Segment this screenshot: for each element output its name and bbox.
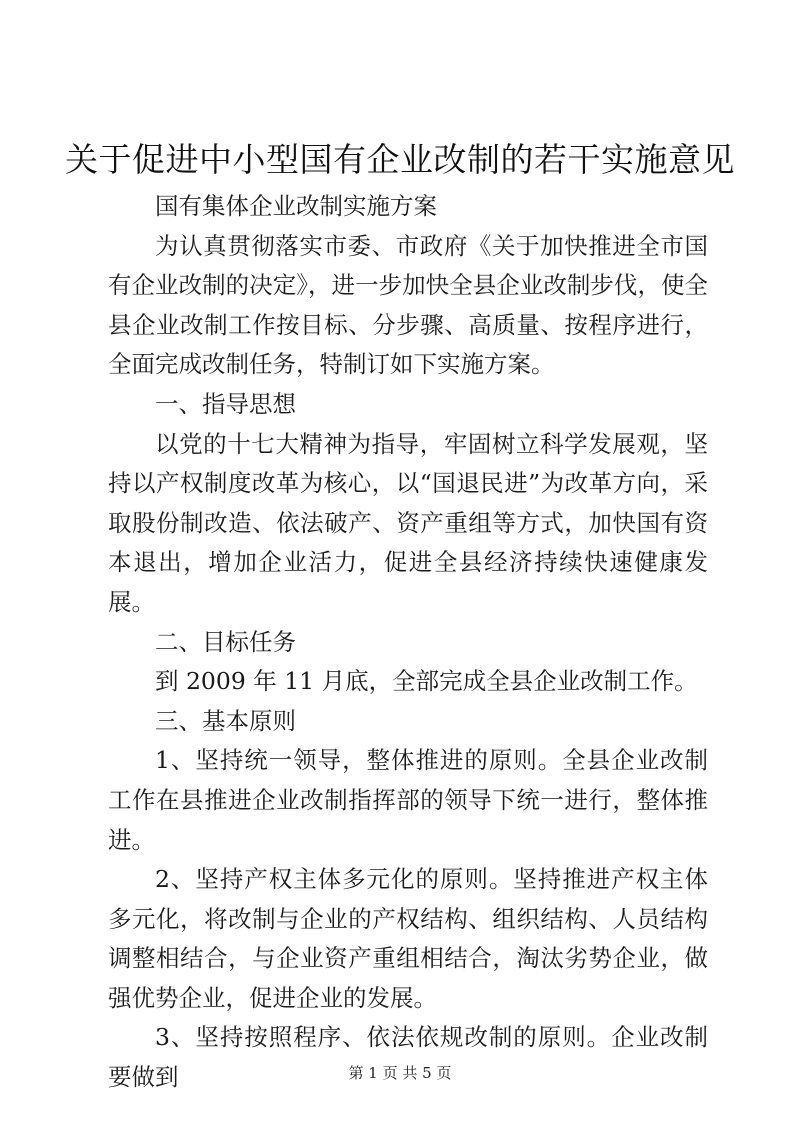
paragraph-principle-1: 1、坚持统一领导，整体推进的原则。全县企业改制工作在县推进企业改制指挥部的领导下统一进行，整体推进。: [108, 746, 708, 854]
section-heading-principles: 三、基本原则: [155, 706, 296, 735]
section-heading-goals: 二、目标任务: [155, 627, 296, 656]
page-footer: 第 1 页 共 5 页: [348, 1064, 452, 1082]
document-title: 关于促进中小型国有企业改制的若干实施意见: [65, 140, 735, 179]
paragraph-guiding-ideology: 以党的十七大精神为指导，牢固树立科学发展观，坚持以产权制度改革为核心，以“国退民进”为改革方向，采取股份制改造、依法破产、资产重组等方式，加快国有资本退出，增加企业活力，促进全县经济持续快速健康发展。: [108, 429, 708, 616]
paragraph-principle-3: 3、坚持按照程序、依法依规改制的原则。企业改制要做到: [108, 1023, 708, 1092]
paragraph-principle-2: 2、坚持产权主体多元化的原则。坚持推进产权主体多元化，将改制与企业的产权结构、组织结构、人员结构调整相结合，与企业资产重组相结合，淘汰劣势企业，做强优势企业，促进企业的发展。: [108, 865, 708, 1012]
section-heading-guiding-ideology: 一、指导思想: [155, 389, 296, 418]
paragraph-goals: 到 2009 年 11 月底，全部完成全县企业改制工作。: [155, 667, 698, 696]
paragraph-intro: 为认真贯彻落实市委、市政府《关于加快推进全市国有企业改制的决定》，进一步加快全县企业改制步伐，使全县企业改制工作按目标、分步骤、高质量、按程序进行，全面完成改制任务，特制订如下实施方案。: [108, 231, 708, 379]
document-body: [108, 187, 708, 1098]
paragraph-subtitle: 国有集体企业改制实施方案: [155, 192, 437, 220]
